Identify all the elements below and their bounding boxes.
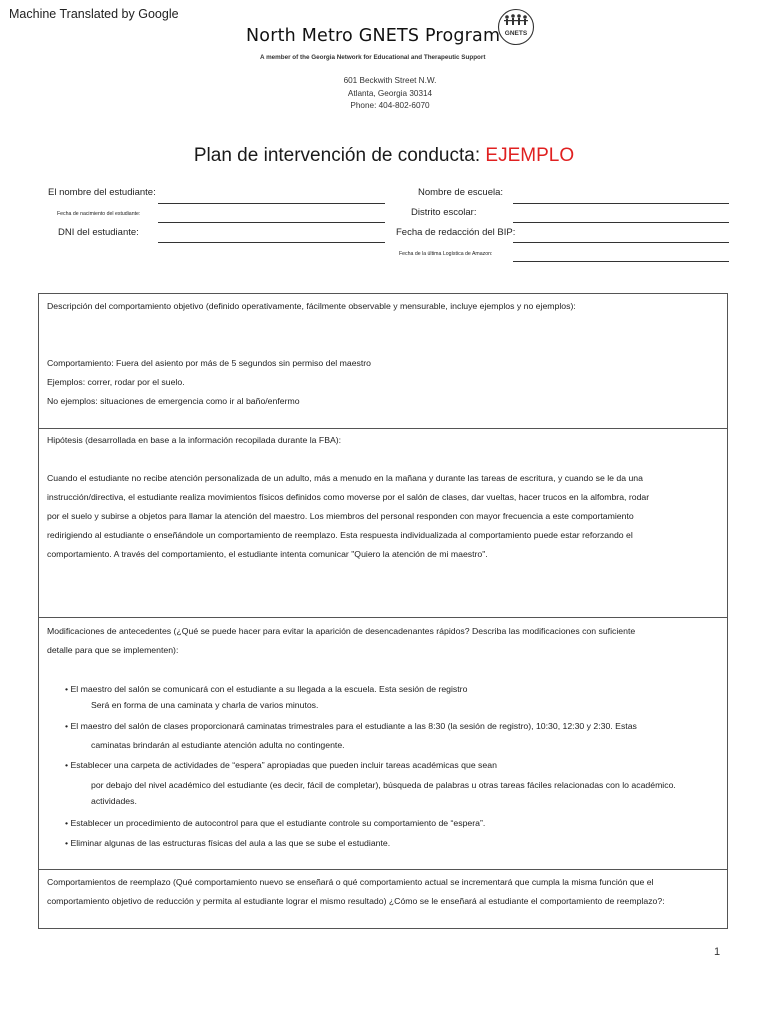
page-number: 1 [714,946,721,958]
section-heading: Modificaciones de antecedentes (¿Qué se puede hacer para evitar la aparición de desencadenantes rápidos? Describa las modificaciones con suficiente [47,626,636,636]
last-logistics-date-field[interactable] [513,261,729,262]
behavior-text: Comportamiento: Fuera del asiento por más de 5 segundos sin permiso del maestro [47,358,372,368]
non-examples-text: No ejemplos: situaciones de emergencia como ir al baño/enfermo [47,396,300,406]
hypothesis-line: Cuando el estudiante no recibe atención personalizada de un adulto, más a menudo en la mañana y durante las tareas de escritura, y cuando se le da una [47,473,643,483]
section-heading: comportamiento objetivo de reducción y permita al estudiante lograr el mismo resultado) ¿Cómo se le enseñará al estudiante el comportamiento de reemplazo?: [47,896,665,906]
bullet-item-cont: por debajo del nivel académico del estudiante (es decir, fácil de completar), búsqueda de palabras u otras tareas fáciles relacionadas con lo académico. [91,780,676,790]
hypothesis-section [38,428,728,618]
member-line: A member of the Georgia Network for Educational and Therapeutic Support [260,54,486,61]
bullet-item-cont: Será en forma de una caminata y charla de varios minutos. [91,700,319,710]
birth-date-field[interactable] [158,222,385,223]
bullet-item: • El maestro del salón de clases proporcionará caminatas trimestrales para el estudiante a las 8:30 (la sesión de registro), 10:30, 12:30 y 2:30. Estas [65,721,637,731]
section-heading: Comportamientos de reemplazo (Qué comportamiento nuevo se enseñará o qué comportamiento actual se incrementará que cumpla la misma función que el [47,877,654,887]
bullet-item: • Establecer un procedimiento de autocontrol para que el estudiante controle su comportamiento de “espera”. [65,818,486,828]
bullet-item-cont: actividades. [91,796,137,806]
school-name-field[interactable] [513,203,729,204]
student-id-label: DNI del estudiante: [58,227,139,238]
bullet-item: • El maestro del salón se comunicará con el estudiante a su llegada a la escuela. Esta sesión de registro [65,684,468,694]
gnets-logo [497,8,535,46]
page-title [0,145,768,167]
school-district-label: Distrito escolar: [411,207,477,218]
title-highlight: EJEMPLO [485,145,575,166]
student-id-field[interactable] [158,242,385,243]
school-name-label: Nombre de escuela: [418,187,504,198]
title-main: Plan de intervención de conducta: [193,145,481,166]
program-name: North Metro GNETS Program [246,26,501,46]
section-heading: detalle para que se implementen): [47,645,179,655]
student-name-field[interactable] [158,203,385,204]
machine-translated-note: Machine Translated by Google [9,7,179,21]
examples-text: Ejemplos: correr, rodar por el suelo. [47,377,185,387]
hypothesis-line: redirigiendo al estudiante o enseñándole un comportamiento de reemplazo. Esta respuesta individualizada al comportamiento puede estar reforzando el [47,530,633,540]
address-line: Atlanta, Georgia 30314 [347,88,433,98]
section-heading: Hipótesis (desarrollada en base a la información recopilada durante la FBA): [47,435,342,445]
bullet-item-cont: caminatas brindarán al estudiante atención adulta no contingente. [91,740,345,750]
replacement-section [38,869,728,929]
antecedent-section [38,617,728,870]
phone: Phone: 404-802-6070 [350,101,430,110]
bip-date-label: Fecha de redacción del BIP: [396,227,516,238]
target-behavior-section [38,293,728,429]
logo-text: GNETS [504,30,528,37]
student-name-label: El nombre del estudiante: [48,187,156,198]
address-line: 601 Beckwith Street N.W. [343,76,437,85]
hypothesis-line: instrucción/directiva, el estudiante realiza movimientos físicos definidos como moverse por el salón de clases, dar vueltas, hacer trucos en la alfombra, rodar [47,492,650,502]
address-block [280,75,500,113]
bullet-item: • Eliminar algunas de las estructuras físicas del aula a las que se sube el estudiante. [65,838,391,848]
section-heading: Descripción del comportamiento objetivo (definido operativamente, fácilmente observable y mensurable, incluye ejemplos y no ejemplos): [47,301,576,311]
school-district-field[interactable] [513,222,729,223]
bip-date-field[interactable] [513,242,729,243]
birth-date-label: Fecha de nacimiento del estudiante: [57,211,141,217]
hypothesis-line: por el suelo y subirse a objetos para llamar la atención del maestro. Los miembros del personal responden con mayor frecuencia a este comportamiento [47,511,634,521]
last-logistics-date-label: Fecha de la última Logística de Amazon: [399,251,493,257]
bullet-item: • Establecer una carpeta de actividades de “espera” apropiadas que pueden incluir tareas académicas que sean [65,760,497,770]
hypothesis-line: comportamiento. A través del comportamiento, el estudiante intenta comunicar "Quiero la atención de mi maestro". [47,549,488,559]
